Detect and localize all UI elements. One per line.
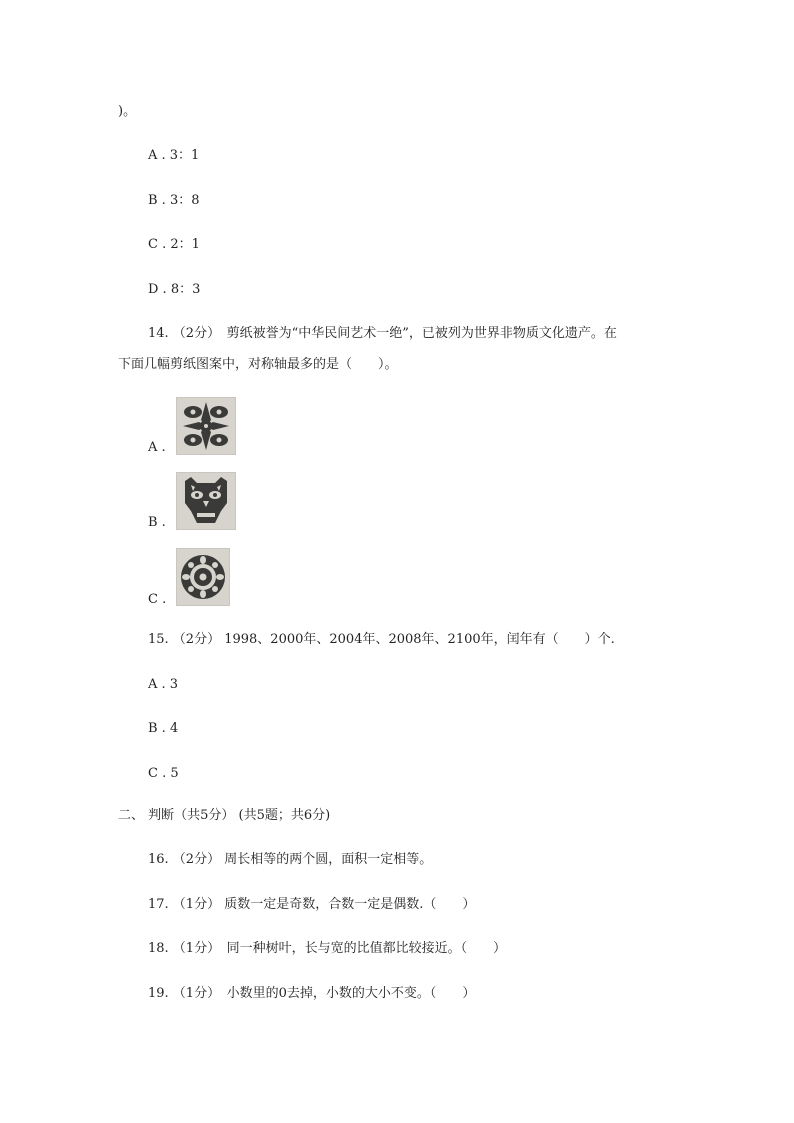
q13-option-c[interactable]: C . 2：1 [148, 237, 200, 252]
question-14-line-2: 下面几幅剪纸图案中，对称轴最多的是（ ）。 [118, 357, 398, 372]
question-14-line-1: 14. （2分） 剪纸被誉为“中华民间艺术一绝”，已被列为世界非物质文化遗产。在 [148, 326, 617, 341]
question-17: 17. （1分） 质数一定是奇数，合数一定是偶数.（ ） [148, 897, 476, 912]
q15-option-c[interactable]: C . 5 [148, 766, 179, 781]
question-19: 19. （1分） 小数里的0去掉，小数的大小不变。（ ） [148, 986, 476, 1001]
q14-option-a[interactable]: A . [148, 440, 166, 455]
papercut-rosette-icon [176, 548, 230, 606]
papercut-mask-icon [176, 472, 236, 530]
question-13-tail: )。 [118, 104, 137, 119]
section-2-heading: 二、 判断（共5分） (共5题；共6分) [118, 808, 331, 823]
papercut-flower-icon [176, 397, 236, 455]
q15-option-b[interactable]: B . 4 [148, 721, 179, 736]
question-16: 16. （2分） 周长相等的两个圆，面积一定相等。 [148, 852, 433, 867]
q13-option-a[interactable]: A . 3：1 [148, 148, 200, 163]
q14-option-b[interactable]: B . [148, 515, 166, 530]
q13-option-b[interactable]: B . 3：8 [148, 193, 200, 208]
q15-option-a[interactable]: A . 3 [148, 677, 179, 692]
question-18: 18. （1分） 同一种树叶，长与宽的比值都比较接近。（ ） [148, 941, 507, 956]
question-15: 15. （2分） 1998、2000年、2004年、2008年、2100年，闰年有（ ）个. [148, 632, 615, 647]
q13-option-d[interactable]: D . 8：3 [148, 282, 201, 297]
q14-option-c[interactable]: C . [148, 592, 167, 607]
